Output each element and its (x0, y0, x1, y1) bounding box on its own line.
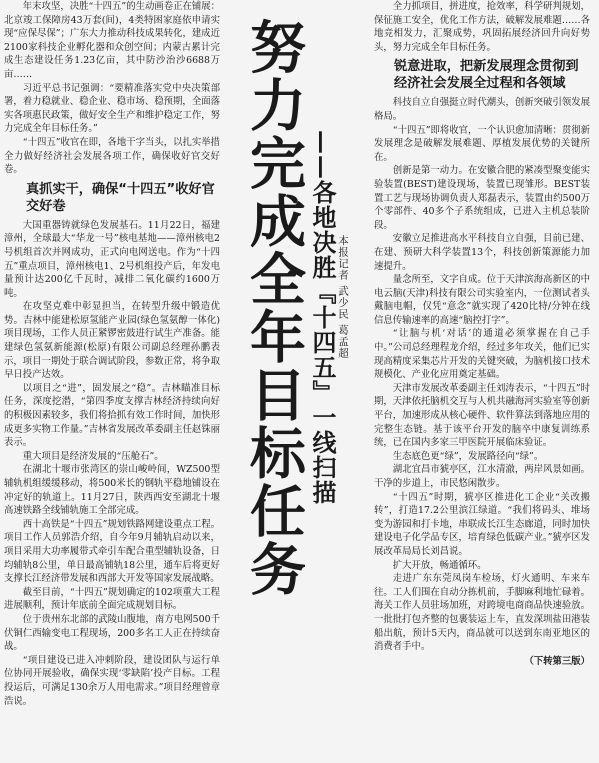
body-paragraph: 在攻坚克难中彰显担当，在转型升级中锻造优势。吉林中能建松原氢能产业园(绿色氢氨醇一体化)项目现场，工作人员正紧锣密鼓进行试生产准备。能建绿色氢氨新能源(松原)有限公司副总经理孙鹏表示，项目一期处于联合调试阶段，参数正常，将争取早日投产达效。 (4, 301, 220, 381)
section-heading: 锐意进取，把新发展理念贯彻到经济社会发展全过程和各领域 (394, 59, 579, 92)
intro-paragraph: 年末攻坚，决胜“十四五”的生动画卷正在铺展：北京竣工保障房43万套(间)，4类特困家庭依申请实现“应保尽保”；广东大力推动科技成果转化，建成近2100家科技企业孵化器和众创空间；内蒙古累计完成生态建设任务1.23亿亩，其中防沙治沙6688万亩…… (4, 1, 220, 80)
body-paragraph: “十四五”即将收官，一个认识愈加清晰：贯彻新发展理念是破解发展难题、厚植发展优势的关键所在。 (374, 124, 590, 163)
body-paragraph: 安徽立足推进高水平科技自立自强，目前已建、在建、预研大科学装置13个，科技创新策源能力加速提升。 (374, 233, 590, 272)
body-paragraph: 截至目前，“十四五”规划确定的102项重大工程进展顺利，预计年底前全面完成规划目标。 (4, 586, 220, 612)
body-paragraph: 量念所至，文字自成。位于天津滨海高新区的中电云脑(天津)科技有限公司实验室内，一位测试者头戴脑电帽，仅凭“意念”就实现了420比特/分钟在线信息传输速率的高速“脑控打字”。 (374, 274, 590, 326)
body-paragraph: 以项目之“进”，固发展之“稳”。吉林瞄准目标任务，深度挖潜，“第四季度支撑吉林经济持续向好的积极因素较多，我们将拾抓有效工作时间，加快形成更多实物工作量。”吉林省发展改革委副主任赵铢丽表示。 (4, 382, 220, 449)
body-paragraph: 生态底色更“绿”，发展路径向“绿”。 (392, 450, 544, 462)
body-paragraph: 湖北宜昌市猇亭区，江水清澈，两岸风景如画。干净的步道上，市民悠闲散步。 (374, 464, 590, 489)
byline: 本报记者 武少民 葛孟超 (337, 235, 349, 359)
body-paragraph: “十四五”时期，猇亭区推进化工企业“关改搬转”，打造17.2公里滨江绿道。“我们将码头、堆场变为游园和打卡地，串联成长江生态廊道，同时加快建设电子化学品专区，培育绿色低碳产业。”猇亭区发展改革局局长刘昌说。 (374, 491, 590, 557)
body-paragraph: “让脑与机‘对话’的通道必须掌握在自己手中。”公司总经理程龙介绍，经过多年攻关，他们已实现高精度采集芯片开发的关键突破，为脑机接口技术规模化、产业化应用奠定基础。 (374, 328, 590, 381)
body-paragraph: “项目建设已进入冲刺阶段，建设团队与运行单位协同开展验收，确保实现‘零缺陷’投产目标。工程投运后，可满足130余万人用电需求。”项目经理曾章浩说。 (4, 654, 220, 707)
body-paragraph: 走进广东东莞凤岗车检场，灯火通明、车来车往。工人们围在自动分拣机前，手脚麻利地忙碌着。海关工作人员驻场加班，对跨境电商商品快速验放。一批批打包齐整的包裹装运上车，直发深圳盐田港装船出航，预计5天内，商品就可以送到东南亚地区的消费者手中。 (374, 573, 590, 653)
continued-note: （下转第三版） (524, 655, 590, 667)
body-paragraph: 天津市发展改革委副主任刘涛表示，“十四五”时期，天津依托脑机交互与人机共融海河实验室等创新平台，加速形成从核心硬件、软件算法到落地应用的完整生态链。基于该平台开发的脑卒中康复训练系统，已在国内多家三甲医院开展临床验证。 (374, 382, 590, 449)
body-paragraph: 在湖北十堰市张湾区的崇山峻岭间，WZ500型辅轨机组缓缓移动，将500米长的钢轨平稳地铺设在冲定好的轨道上。11月27日，陕西西安至湖北十堰高速铁路全线铺轨施工全部完成。 (4, 464, 220, 517)
headline: 努力完成全年目标任务 (241, 18, 306, 598)
body-paragraph: 位于贵州东北部的武陵山腹地，南方电网500千伏铜仁西输变电工程现场，200多名工人正在持续奋战。 (4, 613, 220, 653)
body-paragraph: 扩大开放，畅通循环。 (392, 559, 487, 571)
body-paragraph: 西十高铁是“十四五”规划铁路网建设重点工程。项目工作人员郭浩介绍，自今年9月辅轨启动以来，项目采用大功率履带式牵引车配合重型辅轨设备，日均辅轨8公里，单日最高铺轨18公里，通车后将更好支撑长江经济带发展和西部大开发等国家发展战略。 (4, 518, 220, 585)
right-column (374, 0, 590, 668)
intro-paragraph: “十四五”收官在即，各地干字当头，以扎实举措全力做好经济社会发展各项工作，确保收好官交好卷。 (4, 136, 220, 176)
body-paragraph: 重大项目是经济发展的“压舱石”。 (22, 450, 164, 462)
body-paragraph: 创新是第一动力。在安徽合肥的紧凑型聚变能实验装置(BEST)建设现场，装置已现雏形。BEST装置工艺与现场协调负责人郑磊表示，装置由约500万个零部件、40多个子系统组成，已进入主机总装阶段。 (374, 165, 590, 231)
section-heading: 真抓实干，确保“十四五”收好官交好卷 (26, 181, 215, 214)
body-paragraph: 科技自立自强挺立时代潮头，创新突破引领发展格局。 (374, 97, 590, 122)
subheadline: ——各地决胜『十四五』一线扫描 (308, 130, 337, 505)
left-column (4, 0, 220, 708)
intro-paragraph: 习近平总书记强调：“要精准落实党中央决策部署，着力稳就业、稳企业、稳市场、稳预期，全面落实各项惠民政策，做好安全生产和维护稳定工作，努力完成全年目标任务。” (4, 82, 220, 135)
body-paragraph: 大国重器铸就绿色发展基石。11月22日，福建漳州，全球最大“华龙一号”核电基地——漳州核电2号机组首次并网成功，正式向电网送电。作为“十四五”重点项目，漳州核电1、2号机组投产后，年发电量预计达200亿千瓦时，减排二氧化碳约1600万吨。 (4, 219, 220, 299)
intro-paragraph: 全力抓项目，拼进度，抢效率，科学研判规划，保征施工安全，优化工作方法，破解发展难题……各地竞相发力，汇聚成势，巩固拓展经济回升向好势头，努力完成全年目标任务。 (374, 1, 590, 53)
